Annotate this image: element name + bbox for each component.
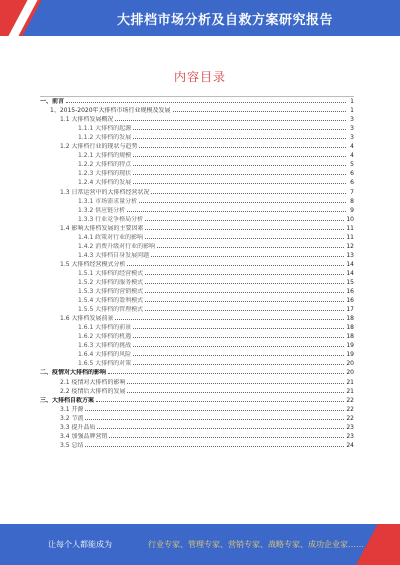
toc-leader-dots [133, 156, 346, 157]
toc-entry-label: 一、前言 [40, 98, 65, 106]
toc-entry-label: 1.5.5 大排档的管理模式 [78, 306, 144, 314]
toc-entry-page: 17 [346, 306, 354, 314]
toc-leader-dots [173, 111, 346, 112]
toc-entry[interactable] [40, 395, 354, 404]
toc-leader-dots [85, 419, 344, 420]
toc-entry[interactable] [40, 286, 354, 295]
footer-tags: 行业专家、管理专家、营销专家、战略专家、成功企业家…… [148, 540, 364, 549]
toc-entry-page: 4 [350, 143, 354, 151]
toc-entry-label: 1.6.5 大排档的对策 [78, 360, 132, 368]
toc-entry[interactable] [40, 205, 354, 214]
toc-entry-label: 1.2.2 大排档的特点 [78, 161, 132, 169]
toc-entry-page: 3 [350, 116, 354, 124]
toc-entry-page: 22 [346, 405, 354, 413]
toc-entry-label: 1.3.1 市场需求量分析 [78, 197, 138, 205]
toc-entry-label: 3.2 节流 [60, 414, 84, 422]
toc-leader-dots [85, 446, 344, 447]
toc-entry-label: 3.5 总结 [60, 441, 84, 449]
toc-leader-dots [108, 373, 344, 374]
toc-entry[interactable] [40, 358, 354, 367]
toc-entry-label: 1.3.2 供应链分析 [78, 206, 126, 214]
toc-entry[interactable] [40, 141, 354, 150]
toc-entry-page: 18 [346, 333, 354, 341]
toc-entry[interactable] [40, 196, 354, 205]
toc-leader-dots [96, 401, 344, 402]
toc-leader-dots [85, 410, 344, 411]
toc-entry-label: 3.1 开源 [60, 405, 84, 413]
toc-entry-label: 1.3 日常运营中的大排档经营状况 [60, 188, 150, 196]
toc-leader-dots [133, 183, 346, 184]
toc-entry[interactable] [40, 376, 354, 385]
toc-entry-page: 19 [346, 351, 354, 359]
toc-leader-dots [145, 301, 344, 302]
toc-entry[interactable] [40, 232, 354, 241]
toc-entry[interactable] [40, 177, 354, 186]
toc-entry[interactable] [40, 159, 354, 168]
toc-leader-dots [115, 120, 346, 121]
toc-entry-label: 1.2.1 大排档的规模 [78, 152, 132, 160]
toc-entry-label: 1.5.4 大排档的盈利模式 [78, 297, 144, 305]
toc-leader-dots [127, 211, 346, 212]
toc-leader-dots [145, 283, 344, 284]
toc-entry-label: 1.6.3 大排档的挑战 [78, 342, 132, 350]
toc-entry-page: 5 [350, 161, 354, 169]
toc-entry-page: 3 [350, 134, 354, 142]
toc-entry[interactable] [40, 386, 354, 395]
toc-entry-label: 二、疫情对大排档的影响 [40, 369, 107, 377]
report-header [0, 0, 400, 36]
toc-entry-label: 三、大排档自救方案 [40, 396, 95, 404]
toc-leader-dots [145, 229, 344, 230]
toc-entry-page: 9 [350, 206, 354, 214]
toc-leader-dots [145, 292, 344, 293]
toc-leader-dots [133, 364, 344, 365]
toc-entry-page: 8 [350, 197, 354, 205]
toc-leader-dots [66, 102, 346, 103]
toc-entry[interactable] [40, 259, 354, 268]
toc-entry-label: 1.2.4 大排档的发展 [78, 179, 132, 187]
toc-entry[interactable] [40, 367, 354, 376]
toc-entry[interactable] [40, 150, 354, 159]
toc-leader-dots [133, 138, 346, 139]
toc-entry[interactable] [40, 168, 354, 177]
toc-entry-label: 1.6.4 大排档的风险 [78, 351, 132, 359]
toc-leader-dots [151, 256, 344, 257]
toc-entry-label: 1.4.2 消费升级对行业的影响 [78, 242, 156, 250]
toc-entry[interactable] [40, 295, 354, 304]
toc-entry-page: 10 [346, 215, 354, 223]
toc-entry[interactable] [40, 404, 354, 413]
toc-entry-label: 1.3.3 行业竞争格局分析 [78, 215, 144, 223]
toc-entry[interactable] [40, 250, 354, 259]
toc-entry[interactable] [40, 123, 354, 132]
toc-entry[interactable] [40, 105, 354, 114]
toc-entry[interactable] [40, 322, 354, 331]
toc-entry-page: 4 [350, 152, 354, 160]
toc-entry-page: 24 [346, 441, 354, 449]
report-title: 大排档市场分析及自救方案研究报告 [116, 13, 333, 28]
toc-entry-label: 3.4 加强品牌营销 [60, 432, 108, 440]
toc-entry[interactable] [40, 331, 354, 340]
toc-entry-page: 22 [346, 414, 354, 422]
toc-leader-dots [157, 247, 344, 248]
toc-leader-dots [97, 428, 344, 429]
toc-leader-dots [145, 220, 344, 221]
toc-entry-label: 1.4.1 政策对行业的影响 [78, 233, 144, 241]
toc-leader-dots [139, 147, 346, 148]
toc-entry-page: 6 [350, 170, 354, 178]
toc-entry-label: 1.5.1 大排档的经营模式 [78, 269, 144, 277]
toc-entry-page: 16 [346, 297, 354, 305]
toc-entry[interactable] [40, 132, 354, 141]
toc-entry[interactable] [40, 96, 354, 105]
toc-entry-page: 13 [346, 251, 354, 259]
toc-entry-label: 1.1 大排档发展概况 [60, 116, 114, 124]
toc-entry[interactable] [40, 304, 354, 313]
toc-entry-label: 1.4 影响大排档发展的主要因素 [60, 224, 144, 232]
toc-entry-label: 1.6.2 大排档的机遇 [78, 333, 132, 341]
toc-leader-dots [145, 310, 344, 311]
table-of-contents [40, 96, 354, 449]
toc-entry-page: 23 [346, 423, 354, 431]
toc-entry-page: 1 [350, 107, 354, 115]
toc-leader-dots [133, 129, 346, 130]
toc-leader-dots [133, 165, 346, 166]
toc-entry-label: 1.6.1 大排档的前景 [78, 324, 132, 332]
toc-entry-page: 20 [346, 369, 354, 377]
report-footer [0, 524, 400, 565]
toc-entry-page: 22 [346, 396, 354, 404]
toc-entry-label: 1、2015-2020年大排档市场行业规模及发展 [50, 107, 171, 115]
toc-entry-label: 1.5.2 大排档的服务模式 [78, 278, 144, 286]
footer-slogan: 让每个人都能成为 [48, 540, 112, 549]
toc-entry-label: 2.2 疫情后大排档的发展 [60, 387, 126, 395]
toc-leader-dots [151, 193, 346, 194]
toc-entry-label: 3.3 提升品质 [60, 423, 96, 431]
toc-entry-page: 21 [346, 378, 354, 386]
toc-entry-page: 23 [346, 432, 354, 440]
toc-leader-dots [133, 337, 344, 338]
toc-entry-page: 11 [346, 224, 354, 232]
toc-leader-dots [127, 392, 344, 393]
toc-entry-page: 20 [346, 360, 354, 368]
toc-entry-page: 1 [350, 98, 354, 106]
toc-entry-label: 1.2.3 大排档的现状 [78, 170, 132, 178]
toc-entry-label: 1.1.1 大排档的起源 [78, 125, 132, 133]
toc-heading: 内容目录 [173, 70, 226, 84]
toc-entry[interactable] [40, 241, 354, 250]
toc-entry-label: 2.1 疫情对大排档的影响 [60, 378, 126, 386]
toc-entry-page: 14 [346, 260, 354, 268]
toc-leader-dots [133, 174, 346, 175]
toc-entry-page: 21 [346, 387, 354, 395]
toc-entry-page: 12 [346, 242, 354, 250]
toc-leader-dots [145, 274, 344, 275]
toc-entry-page: 11 [346, 233, 354, 241]
toc-leader-dots [109, 437, 344, 438]
toc-entry[interactable] [40, 349, 354, 358]
toc-entry-page: 6 [350, 179, 354, 187]
toc-leader-dots [127, 265, 344, 266]
toc-entry-label: 1.5.3 大排档的营销模式 [78, 288, 144, 296]
toc-leader-dots [133, 328, 344, 329]
toc-entry-label: 1.2 大排档行业的现状与趋势 [60, 143, 138, 151]
toc-entry-page: 18 [346, 324, 354, 332]
toc-entry-page: 7 [350, 188, 354, 196]
toc-entry[interactable] [40, 186, 354, 195]
toc-entry-label: 1.4.3 大排档自身发展问题 [78, 251, 150, 259]
toc-entry[interactable] [40, 413, 354, 422]
toc-leader-dots [133, 346, 344, 347]
toc-entry[interactable] [40, 214, 354, 223]
toc-entry-page: 14 [346, 269, 354, 277]
toc-entry[interactable] [40, 223, 354, 232]
toc-entry[interactable] [40, 313, 354, 322]
toc-leader-dots [139, 202, 346, 203]
toc-entry[interactable] [40, 431, 354, 440]
toc-leader-dots [115, 319, 344, 320]
toc-leader-dots [145, 238, 344, 239]
toc-entry-label: 1.1.2 大排档的发展 [78, 134, 132, 142]
toc-entry[interactable] [40, 440, 354, 449]
toc-entry[interactable] [40, 114, 354, 123]
toc-entry[interactable] [40, 340, 354, 349]
toc-entry-label: 1.6 大排档发展前景 [60, 315, 114, 323]
toc-entry-page: 3 [350, 125, 354, 133]
toc-entry-label: 1.5 大排档经营模式分析 [60, 260, 126, 268]
toc-entry[interactable] [40, 422, 354, 431]
toc-entry-page: 16 [346, 288, 354, 296]
toc-leader-dots [133, 355, 344, 356]
toc-entry[interactable] [40, 277, 354, 286]
toc-entry-page: 18 [346, 315, 354, 323]
toc-leader-dots [127, 383, 344, 384]
toc-entry-page: 19 [346, 342, 354, 350]
toc-entry-page: 15 [346, 278, 354, 286]
toc-entry[interactable] [40, 268, 354, 277]
